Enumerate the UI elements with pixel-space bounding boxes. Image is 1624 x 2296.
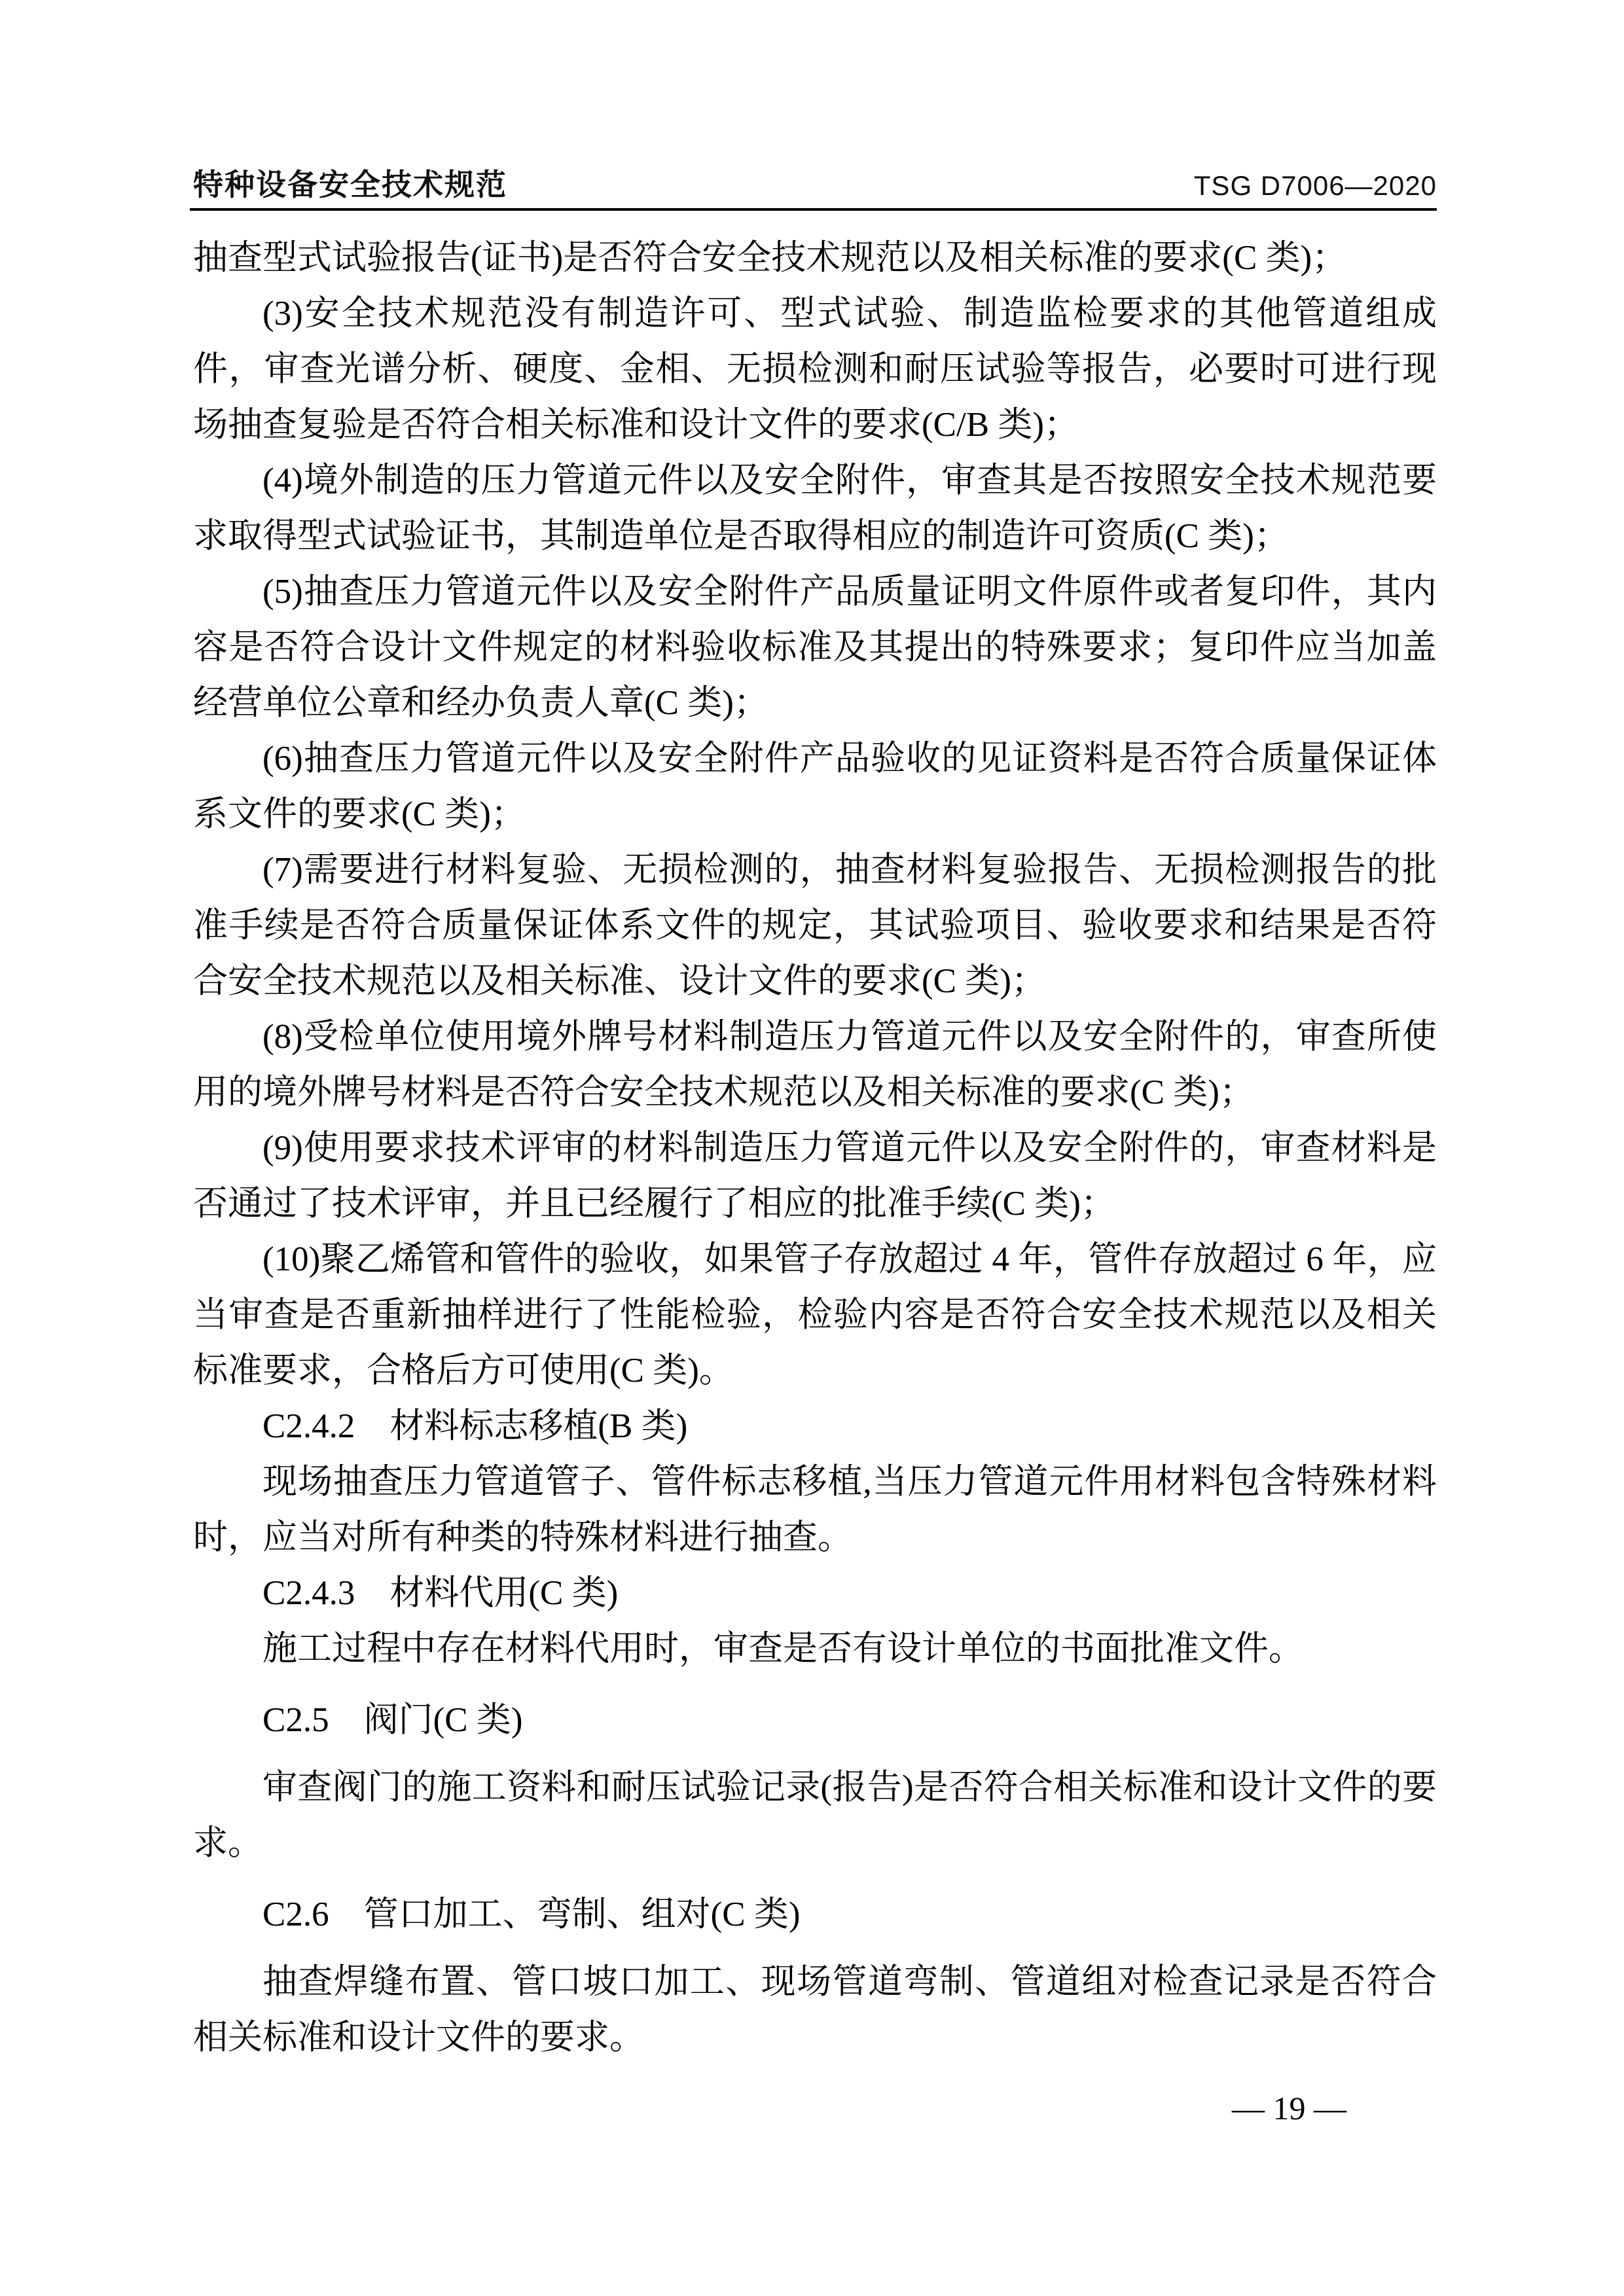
paragraph: (4)境外制造的压力管道元件以及安全附件，审查其是否按照安全技术规范要求取得型式试验证书，其制造单位是否取得相应的制造许可资质(C 类)； [193, 461, 1437, 555]
paragraph: (7)需要进行材料复验、无损检测的，抽查材料复验报告、无损检测报告的批准手续是否符合质量保证体系文件的规定，其试验项目、验收要求和结果是否符合安全技术规范以及相关标准、设计文件的要求(C 类)； [193, 851, 1437, 1000]
paragraph: (9)使用要求技术评审的材料制造压力管道元件以及安全附件的，审查材料是否通过了技术评审，并且已经履行了相应的批准手续(C 类)； [193, 1129, 1437, 1223]
section-heading: C2.4.3 材料代用(C 类) [262, 1574, 619, 1612]
paragraph: 抽查焊缝布置、管口坡口加工、现场管道弯制、管道组对检查记录是否符合相关标准和设计文件的要求。 [193, 1963, 1437, 2056]
paragraph: 抽查型式试验报告(证书)是否符合安全技术规范以及相关标准的要求(C 类)； [193, 239, 1347, 277]
paragraph: (3)安全技术规范没有制造许可、型式试验、制造监检要求的其他管道组成件，审查光谱分析、硬度、金相、无损检测和耐压试验等报告，必要时可进行现场抽查复验是否符合相关标准和设计文件的要求(C/B 类)； [193, 295, 1437, 444]
paragraph: 现场抽查压力管道管子、管件标志移植,当压力管道元件用材料包含特殊材料时，应当对所有种类的特殊材料进行抽查。 [193, 1463, 1437, 1556]
document-title: 特种设备安全技术规范 [193, 168, 507, 202]
page-number: — 19 — [1232, 2090, 1346, 2126]
paragraph: 审查阀门的施工资料和耐压试验记录(报告)是否符合相关标准和设计文件的要求。 [193, 1768, 1437, 1862]
document-code: TSG D7006—2020 [1193, 170, 1437, 201]
section-heading: C2.5 阀门(C 类) [262, 1701, 523, 1739]
page-header [193, 161, 1437, 204]
document-content [193, 230, 1437, 2066]
section-heading: C2.4.2 材料标志移植(B 类) [262, 1407, 688, 1445]
header-rule [190, 208, 1437, 211]
section-heading: C2.6 管口加工、弯制、组对(C 类) [262, 1895, 801, 1933]
paragraph: (8)受检单位使用境外牌号材料制造压力管道元件以及安全附件的，审查所使用的境外牌号材料是否符合安全技术规范以及相关标准的要求(C 类)； [193, 1018, 1437, 1111]
paragraph: (5)抽查压力管道元件以及安全附件产品质量证明文件原件或者复印件，其内容是否符合设计文件规定的材料验收标准及其提出的特殊要求；复印件应当加盖经营单位公章和经办负责人章(C 类)； [193, 573, 1437, 722]
paragraph: 施工过程中存在材料代用时，审查是否有设计单位的书面批准文件。 [262, 1630, 1303, 1668]
paragraph: (6)抽查压力管道元件以及安全附件产品验收的见证资料是否符合质量保证体系文件的要求(C 类)； [193, 740, 1437, 833]
paragraph: (10)聚乙烯管和管件的验收，如果管子存放超过 4 年，管件存放超过 6 年，应当审查是否重新抽样进行了性能检验，检验内容是否符合安全技术规范以及相关标准要求，合格后方可使用(C 类)。 [193, 1240, 1437, 1390]
